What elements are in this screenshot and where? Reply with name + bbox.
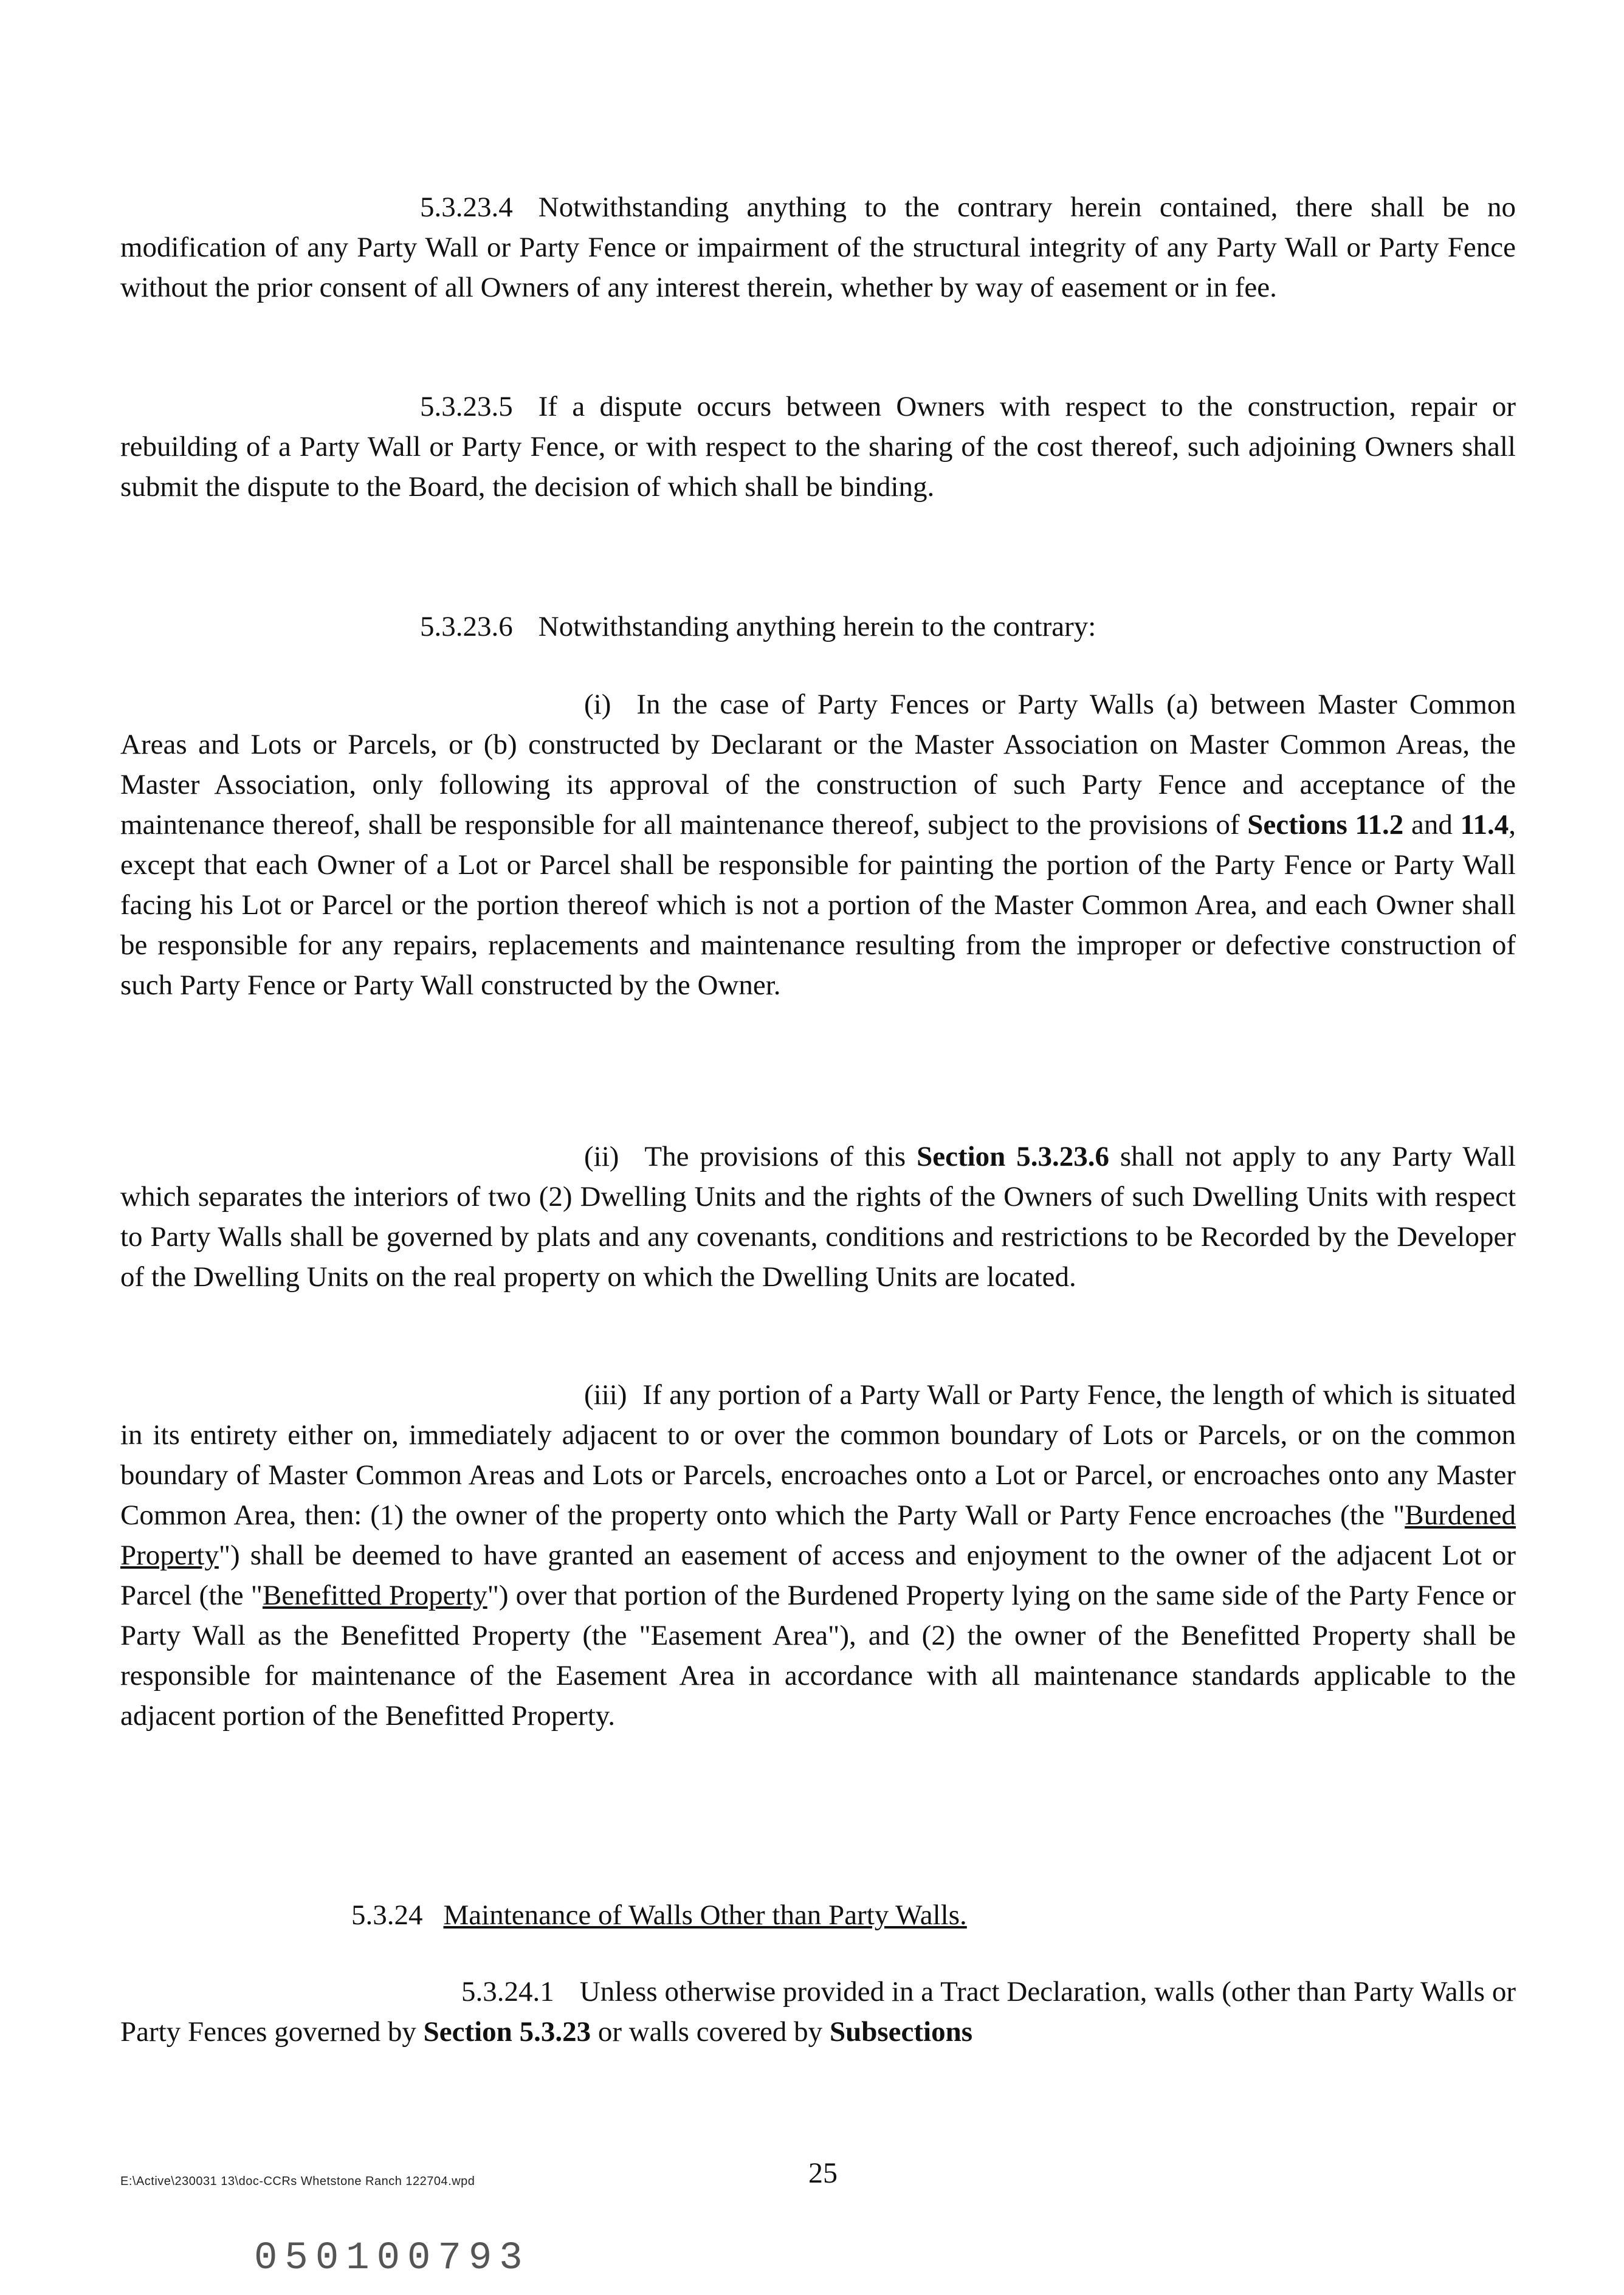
paragraph-5-3-24-1 bbox=[120, 1972, 1516, 2052]
paragraph-text: and bbox=[1411, 809, 1453, 841]
section-number: 5.3.23.5 bbox=[420, 391, 513, 422]
subparagraph-i bbox=[120, 684, 1516, 1005]
paragraph-text: , except that each Owner of a Lot or Parcel shall be responsible for painting the portion of the Party Fence or Party Wall facing his Lot or Parcel or the portion thereof which is not a portion of the Master Common Area, and each Owner shall be responsible for any repairs, replacements and maintenance resulting from the improper or defective construction of such Party Fence or Party Wall constructed by the Owner. bbox=[120, 809, 1516, 1001]
paragraph-5-3-23-5 bbox=[120, 387, 1516, 507]
subparagraph-iii bbox=[120, 1375, 1516, 1736]
subsection-number: (i) bbox=[584, 689, 611, 720]
subparagraph-ii bbox=[120, 1137, 1516, 1297]
section-reference: Sections bbox=[1247, 809, 1347, 841]
paragraph-text: Notwithstanding anything herein to the contrary: bbox=[538, 611, 1096, 642]
section-reference: 11.2 bbox=[1355, 809, 1404, 841]
section-number: 5.3.23.4 bbox=[420, 191, 513, 223]
paragraph-5-3-23-4 bbox=[120, 187, 1516, 308]
paragraph-text: or walls covered by bbox=[597, 2016, 823, 2048]
paragraph-text: ") shall be deemed to have granted an easement of access and enjoyment to the owner of the adjacent Lot or Parcel (the " bbox=[120, 1540, 1516, 1611]
footer-file-path: E:\Active\230031 13\doc-CCRs Whetstone Ranch 122704.wpd bbox=[120, 2175, 475, 2188]
paragraph-text: If a dispute occurs between Owners with respect to the construction, repair or rebuilding of a Party Wall or Party Fence, or with respect to the sharing of the cost thereof, such adjoining Owners shall submit the dispute to the Board, the decision of which shall be binding. bbox=[120, 391, 1516, 503]
subsection-number: (ii) bbox=[584, 1141, 619, 1172]
section-number: 5.3.24 bbox=[351, 1899, 423, 1931]
paragraph-text: Unless otherwise provided in a Tract Declaration, walls (other than Party Walls or Party Fences governed by bbox=[120, 1976, 1516, 2048]
subsection-number: (iii) bbox=[584, 1379, 627, 1411]
section-number: 5.3.23.6 bbox=[420, 611, 513, 642]
section-reference: 11.4 bbox=[1460, 809, 1509, 841]
paragraph-text: In the case of Party Fences or Party Walls (a) between Master Common Areas and Lots or Parcels, or (b) constructed by Declarant or the Master Association on Master Common Areas, the Master Association, only following its approval of the construction of such Party Fence and acceptance of the maintenance thereof, shall be responsible for all maintenance thereof, subject to the provisions of bbox=[120, 689, 1516, 841]
paragraph-text: If any portion of a Party Wall or Party Fence, the length of which is situated in its entirety either on, immediately adjacent to or over the common boundary of Lots or Parcels, or on the common boundary of Master Common Areas and Lots or Parcels, encroaches onto a Lot or Parcel, or encroaches onto any Master Common Area, then: (1) the owner of the property onto which the Party Wall or Party Fence encroaches (the " bbox=[120, 1379, 1516, 1531]
section-number: 5.3.24.1 bbox=[461, 1976, 554, 2008]
bates-number: 050100793 bbox=[254, 2237, 530, 2280]
paragraph-text: ") over that portion of the Burdened Property lying on the same side of the Party Fence or Party Wall as the Benefitted Property (the "Easement Area"), and (2) the owner of the Benefitted Property shall be responsible for maintenance of the Easement Area in accordance with all maintenance standards applicable to the adjacent portion of the Benefitted Property. bbox=[120, 1580, 1516, 1732]
section-reference: Subsections bbox=[829, 2016, 973, 2048]
defined-term: Burdened Property bbox=[120, 1499, 1516, 1571]
defined-term: Benefitted Property bbox=[262, 1580, 487, 1611]
section-heading-5-3-24 bbox=[351, 1895, 967, 1935]
section-reference: Section 5.3.23.6 bbox=[917, 1141, 1109, 1172]
page-number: 25 bbox=[808, 2157, 838, 2189]
section-reference: Section 5.3.23 bbox=[423, 2016, 591, 2048]
paragraph-text: Notwithstanding anything to the contrary herein contained, there shall be no modification of any Party Wall or Party Fence or impairment of the structural integrity of any Party Wall or Party Fence without the prior consent of all Owners of any interest therein, whether by way of easement or in fee. bbox=[120, 191, 1516, 303]
paragraph-text: The provisions of this bbox=[644, 1141, 906, 1172]
paragraph-text: shall not apply to any Party Wall which separates the interiors of two (2) Dwelling Units and the rights of the Owners of such Dwelling Units with respect to Party Walls shall be governed by plats and any covenants, conditions and restrictions to be Recorded by the Developer of the Dwelling Units on the real property on which the Dwelling Units are located. bbox=[120, 1141, 1516, 1293]
paragraph-5-3-23-6 bbox=[120, 607, 1516, 647]
section-title: Maintenance of Walls Other than Party Walls. bbox=[443, 1899, 967, 1931]
